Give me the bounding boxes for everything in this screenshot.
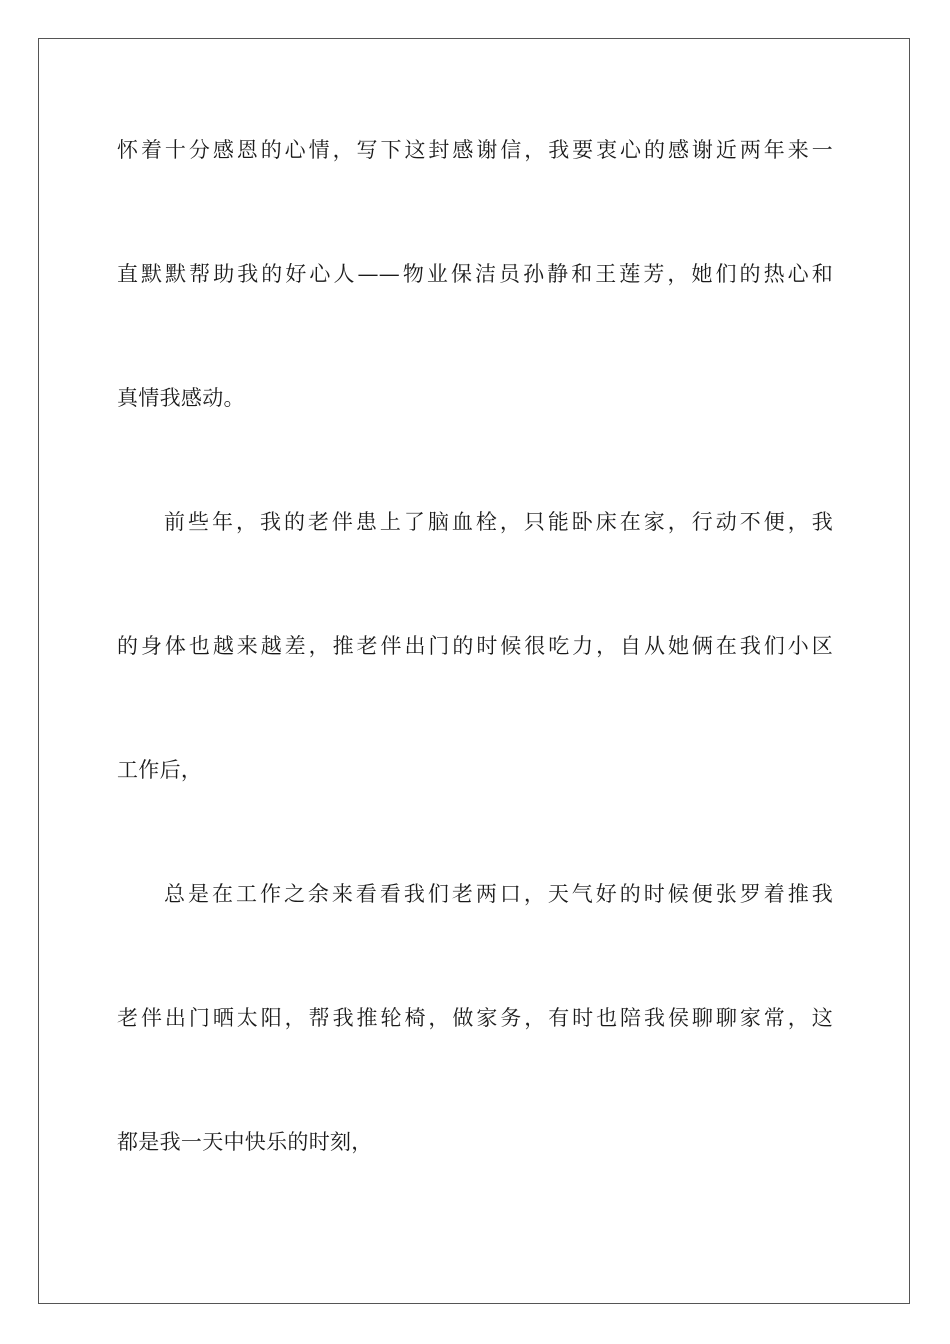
paragraph-2-line-1: 前些年，我的老伴患上了脑血栓，只能卧床在家，行动不便，我 (164, 510, 833, 534)
paragraph-1-line-2: 直默默帮助我的好心人——物业保洁员孙静和王莲芳，她们的热心和 (117, 262, 833, 286)
paragraph-1-line-1: 怀着十分感恩的心情，写下这封感谢信，我要衷心的感谢近两年来一 (117, 138, 833, 162)
page-border (38, 38, 910, 1304)
paragraph-3-line-3: 都是我一天中快乐的时刻， (117, 1130, 373, 1154)
paragraph-3-line-1: 总是在工作之余来看看我们老两口，天气好的时候便张罗着推我 (164, 882, 833, 906)
paragraph-3-line-2: 老伴出门晒太阳，帮我推轮椅，做家务，有时也陪我侯聊聊家常，这 (117, 1006, 833, 1030)
paragraph-2-line-2: 的身体也越来越差，推老伴出门的时候很吃力，自从她俩在我们小区 (117, 634, 833, 658)
paragraph-1-line-3: 真情我感动。 (117, 386, 245, 410)
paragraph-2-line-3: 工作后， (117, 758, 203, 782)
